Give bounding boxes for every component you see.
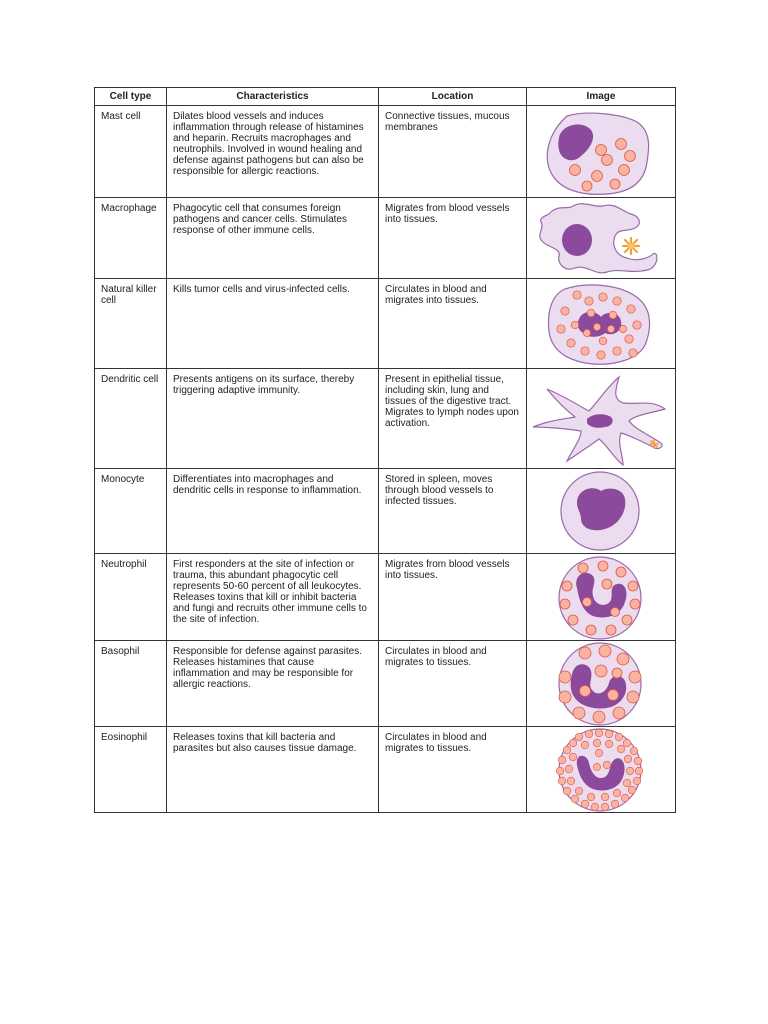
cell-type-name: Macrophage: [95, 198, 167, 279]
table-row: [95, 727, 676, 813]
cell-location: Circulates in blood and migrates into tissues.: [379, 279, 527, 369]
cell-type-name: Mast cell: [95, 106, 167, 198]
table-row: [95, 279, 676, 369]
header-location: Location: [379, 88, 527, 106]
table-row: [95, 106, 676, 198]
cell-characteristics: First responders at the site of infection or trauma, this abundant phagocytic cell represents 50-60 percent of all leukocytes. Releases toxins that kill or inhibit bacteria and fungi and recruits other immune cells to the site of infection.: [167, 554, 379, 641]
header-image: Image: [527, 88, 676, 106]
cell-characteristics: Phagocytic cell that consumes foreign pathogens and cancer cells. Stimulates response of other immune cells.: [167, 198, 379, 279]
cell-image: [527, 641, 676, 727]
cell-image: [527, 727, 676, 813]
cell-image: [527, 106, 676, 198]
cell-characteristics: Kills tumor cells and virus-infected cells.: [167, 279, 379, 369]
monocyte-icon: [527, 469, 675, 554]
table-row: [95, 369, 676, 469]
neutrophil-icon: [527, 554, 675, 641]
cell-location: Present in epithelial tissue, including skin, lung and tissues of the digestive tract. Migrates to lymph nodes upon activation.: [379, 369, 527, 469]
mast-cell-icon: [527, 106, 675, 198]
cell-location: Circulates in blood and migrates to tissues.: [379, 641, 527, 727]
cell-characteristics: Differentiates into macrophages and dendritic cells in response to inflammation.: [167, 469, 379, 554]
cell-location: Circulates in blood and migrates to tissues.: [379, 727, 527, 813]
cell-image: [527, 369, 676, 469]
cell-location: Migrates from blood vessels into tissues.: [379, 554, 527, 641]
cell-location: Connective tissues, mucous membranes: [379, 106, 527, 198]
dendritic-cell-icon: [527, 369, 675, 469]
cell-characteristics: Dilates blood vessels and induces inflammation through release of histamines and heparin. Recruits macrophages and neutrophils. Involved in wound healing and defense against pathogens but can also be responsible for allergic reactions.: [167, 106, 379, 198]
cell-characteristics: Releases toxins that kill bacteria and parasites but also causes tissue damage.: [167, 727, 379, 813]
cell-image: [527, 198, 676, 279]
header-cell-type: Cell type: [95, 88, 167, 106]
cell-type-name: Neutrophil: [95, 554, 167, 641]
cell-types-table: [94, 87, 676, 813]
cell-type-name: Monocyte: [95, 469, 167, 554]
basophil-icon: [527, 641, 675, 727]
cell-characteristics: Responsible for defense against parasites. Releases histamines that cause inflammation and may be responsible for allergic reactions.: [167, 641, 379, 727]
eosinophil-icon: [527, 727, 675, 813]
cell-image: [527, 469, 676, 554]
table-header-row: [95, 88, 676, 106]
table-row: [95, 554, 676, 641]
header-characteristics: Characteristics: [167, 88, 379, 106]
cell-image: [527, 554, 676, 641]
macrophage-icon: [527, 198, 675, 279]
cell-type-name: Natural killer cell: [95, 279, 167, 369]
table-row: [95, 469, 676, 554]
cell-characteristics: Presents antigens on its surface, thereby triggering adaptive immunity.: [167, 369, 379, 469]
table-row: [95, 641, 676, 727]
cell-location: Stored in spleen, moves through blood vessels to infected tissues.: [379, 469, 527, 554]
cell-image: [527, 279, 676, 369]
cell-type-name: Basophil: [95, 641, 167, 727]
cell-type-name: Eosinophil: [95, 727, 167, 813]
natural-killer-cell-icon: [527, 279, 675, 369]
cell-type-name: Dendritic cell: [95, 369, 167, 469]
cell-location: Migrates from blood vessels into tissues.: [379, 198, 527, 279]
table-row: [95, 198, 676, 279]
